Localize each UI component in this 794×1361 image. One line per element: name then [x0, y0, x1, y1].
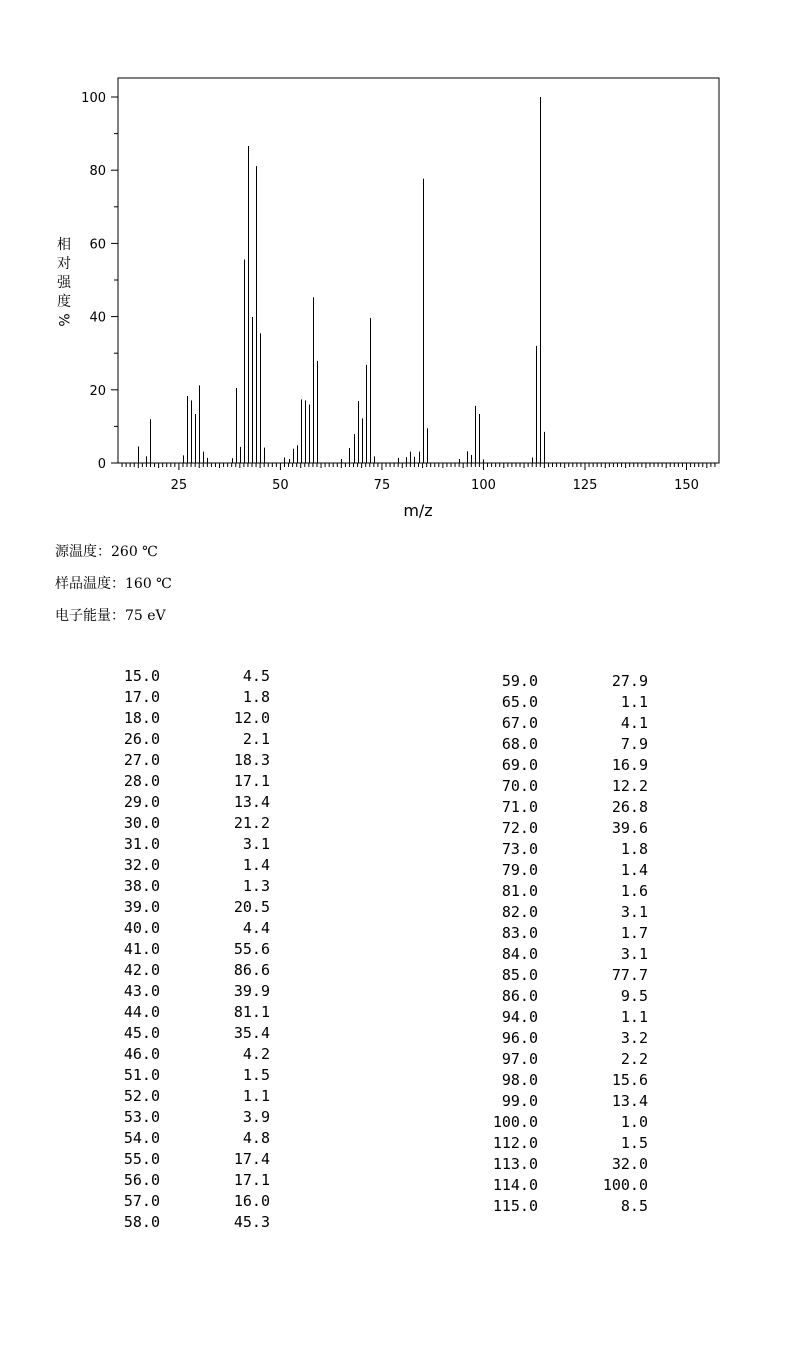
x-tick-label: 50	[272, 478, 289, 493]
peak-mz: 112.0	[492, 1134, 538, 1152]
y-axis-title	[55, 236, 72, 327]
peak-row	[0, 986, 648, 1007]
peak-abundance: 2.1	[242, 730, 270, 748]
sample-temperature	[55, 573, 172, 593]
peak-mz: 97.0	[501, 1050, 538, 1068]
peak-mz: 28.0	[123, 772, 160, 790]
peak-mz: 30.0	[123, 814, 160, 832]
peak-row	[0, 755, 648, 776]
peak-abundance: 1.5	[620, 1134, 648, 1152]
peak-abundance: 1.0	[620, 1113, 648, 1131]
y-axis-title-char: %	[55, 313, 71, 327]
peak-row	[0, 923, 648, 944]
peak-abundance: 1.1	[620, 693, 648, 711]
peak-mz: 18.0	[123, 709, 160, 727]
peak-mz: 44.0	[123, 1003, 160, 1021]
peak-abundance: 27.9	[611, 672, 648, 690]
peak-mz: 53.0	[123, 1108, 160, 1126]
peak-abundance: 39.6	[611, 819, 648, 837]
peak-abundance: 45.3	[233, 1213, 270, 1231]
peak-mz: 56.0	[123, 1171, 160, 1189]
peak-row	[0, 1196, 648, 1217]
peak-abundance: 1.5	[242, 1066, 270, 1084]
peak-abundance: 32.0	[611, 1155, 648, 1173]
peak-row	[0, 734, 648, 755]
peak-bars	[139, 97, 545, 463]
sample-temperature-value: 160 ℃	[125, 576, 172, 592]
peak-abundance: 7.9	[620, 735, 648, 753]
peak-mz: 42.0	[123, 961, 160, 979]
peak-abundance: 16.9	[611, 756, 648, 774]
peak-mz: 31.0	[123, 835, 160, 853]
peak-abundance: 12.2	[611, 777, 648, 795]
peak-mz: 45.0	[123, 1024, 160, 1042]
peak-abundance: 1.8	[620, 840, 648, 858]
peak-abundance: 13.4	[233, 793, 270, 811]
peak-mz: 51.0	[123, 1066, 160, 1084]
peak-abundance: 4.1	[620, 714, 648, 732]
peak-mz: 43.0	[123, 982, 160, 1000]
peak-row	[0, 692, 648, 713]
x-tick-label: 100	[471, 478, 496, 493]
peak-abundance: 1.8	[242, 688, 270, 706]
y-axis-ticks	[81, 91, 118, 472]
y-axis-title-char: 相	[57, 237, 71, 253]
peak-mz: 52.0	[123, 1087, 160, 1105]
peak-abundance: 55.6	[233, 940, 270, 958]
peak-abundance: 12.0	[233, 709, 270, 727]
x-tick-label: 25	[170, 478, 188, 493]
peak-abundance: 26.8	[611, 798, 648, 816]
peak-abundance: 20.5	[233, 898, 270, 916]
peak-mz: 98.0	[501, 1071, 538, 1089]
peak-abundance: 13.4	[611, 1092, 648, 1110]
peak-mz: 55.0	[123, 1150, 160, 1168]
peak-abundance: 3.1	[620, 903, 648, 921]
peak-abundance: 77.7	[611, 966, 648, 984]
peak-row	[0, 818, 648, 839]
y-tick-label: 100	[81, 91, 106, 106]
peak-table-right	[0, 671, 648, 1217]
peak-mz: 29.0	[123, 793, 160, 811]
peak-mz: 26.0	[123, 730, 160, 748]
peak-abundance: 4.5	[242, 667, 270, 685]
y-tick-label: 20	[89, 383, 106, 399]
peak-row	[0, 965, 648, 986]
peak-row	[0, 1154, 648, 1175]
peak-mz: 84.0	[501, 945, 538, 963]
peak-mz: 38.0	[123, 877, 160, 895]
peak-abundance: 3.9	[242, 1108, 270, 1126]
y-axis-title-char: 度	[57, 294, 71, 310]
peak-mz: 15.0	[123, 667, 160, 685]
y-tick-label: 40	[89, 310, 106, 326]
peak-mz: 46.0	[123, 1045, 160, 1063]
peak-abundance: 21.2	[233, 814, 270, 832]
x-tick-label: 150	[674, 478, 699, 493]
peak-mz: 41.0	[123, 940, 160, 958]
peak-abundance: 17.1	[233, 1171, 270, 1189]
peak-mz: 69.0	[501, 756, 538, 774]
plot-frame	[118, 78, 719, 463]
y-tick-label: 80	[89, 164, 106, 180]
peak-abundance: 1.7	[620, 924, 648, 942]
peak-mz: 71.0	[501, 798, 538, 816]
peak-row	[0, 1175, 648, 1196]
peak-mz: 57.0	[123, 1192, 160, 1210]
y-tick-label: 0	[97, 457, 106, 472]
peak-abundance: 100.0	[602, 1176, 648, 1194]
peak-row	[0, 671, 648, 692]
peak-mz: 115.0	[492, 1197, 538, 1215]
peak-mz: 68.0	[501, 735, 538, 753]
peak-abundance: 2.2	[620, 1050, 648, 1068]
peak-abundance: 18.3	[233, 751, 270, 769]
mass-spectrum-chart	[0, 0, 794, 530]
peak-abundance: 3.2	[620, 1029, 648, 1047]
y-axis-title-char: 对	[57, 256, 71, 272]
electron-energy-label: 电子能量：	[55, 608, 125, 624]
peak-row	[0, 797, 648, 818]
peak-abundance: 1.4	[242, 856, 270, 874]
x-axis-title: m/z	[403, 501, 433, 520]
peak-mz: 27.0	[123, 751, 160, 769]
peak-mz: 79.0	[501, 861, 538, 879]
peak-mz: 82.0	[501, 903, 538, 921]
x-tick-label: 125	[572, 478, 598, 493]
peak-abundance: 8.5	[620, 1197, 648, 1215]
peak-mz: 67.0	[501, 714, 538, 732]
peak-mz: 70.0	[501, 777, 538, 795]
peak-abundance: 17.1	[233, 772, 270, 790]
peak-mz: 59.0	[501, 672, 538, 690]
peak-mz: 65.0	[501, 693, 538, 711]
peak-row	[0, 1133, 648, 1154]
peak-abundance: 16.0	[233, 1192, 270, 1210]
peak-row	[0, 1049, 648, 1070]
y-axis-title-char: 强	[57, 275, 71, 291]
peak-row	[0, 1070, 648, 1091]
peak-mz: 54.0	[123, 1129, 160, 1147]
peak-abundance: 86.6	[233, 961, 270, 979]
peak-abundance: 4.8	[242, 1129, 270, 1147]
peak-mz: 96.0	[501, 1029, 538, 1047]
peak-abundance: 3.1	[620, 945, 648, 963]
peak-abundance: 17.4	[233, 1150, 270, 1168]
peak-row	[0, 1007, 648, 1028]
x-tick-label: 75	[373, 478, 391, 493]
source-temperature	[55, 541, 158, 561]
peak-mz: 32.0	[123, 856, 160, 874]
peak-abundance: 1.3	[242, 877, 270, 895]
peak-mz: 86.0	[501, 987, 538, 1005]
peak-mz: 17.0	[123, 688, 160, 706]
peak-mz: 72.0	[501, 819, 538, 837]
peak-abundance: 1.1	[242, 1087, 270, 1105]
peak-mz: 113.0	[492, 1155, 538, 1173]
peak-row	[0, 881, 648, 902]
peak-row	[0, 776, 648, 797]
peak-abundance: 81.1	[233, 1003, 270, 1021]
peak-abundance: 1.6	[620, 882, 648, 900]
peak-mz: 85.0	[501, 966, 538, 984]
source-temperature-label: 源温度：	[55, 544, 111, 560]
peak-row	[0, 839, 648, 860]
peak-row	[0, 1091, 648, 1112]
peak-mz: 94.0	[501, 1008, 538, 1026]
peak-row	[0, 902, 648, 923]
peak-mz: 40.0	[123, 919, 160, 937]
peak-row	[0, 1028, 648, 1049]
peak-mz: 99.0	[501, 1092, 538, 1110]
peak-abundance: 3.1	[242, 835, 270, 853]
peak-mz: 100.0	[492, 1113, 538, 1131]
peak-mz: 58.0	[123, 1213, 160, 1231]
peak-mz: 39.0	[123, 898, 160, 916]
peak-mz: 83.0	[501, 924, 538, 942]
peak-abundance: 1.4	[620, 861, 648, 879]
peak-row	[0, 944, 648, 965]
peak-abundance: 4.4	[242, 919, 270, 937]
electron-energy-value: 75 eV	[125, 608, 166, 624]
y-tick-label: 60	[89, 237, 106, 253]
peak-mz: 73.0	[501, 840, 538, 858]
sample-temperature-label: 样品温度：	[55, 576, 125, 592]
source-temperature-value: 260 ℃	[111, 544, 158, 560]
peak-abundance: 39.9	[233, 982, 270, 1000]
peak-abundance: 15.6	[611, 1071, 648, 1089]
peak-abundance: 4.2	[242, 1045, 270, 1063]
peak-row	[0, 860, 648, 881]
electron-energy	[55, 605, 166, 625]
x-axis-ticks	[122, 463, 715, 493]
peak-mz: 114.0	[492, 1176, 538, 1194]
peak-row	[0, 1112, 648, 1133]
peak-abundance: 1.1	[620, 1008, 648, 1026]
peak-abundance: 35.4	[233, 1024, 270, 1042]
peak-abundance: 9.5	[620, 987, 648, 1005]
peak-mz: 81.0	[501, 882, 538, 900]
peak-row	[0, 713, 648, 734]
